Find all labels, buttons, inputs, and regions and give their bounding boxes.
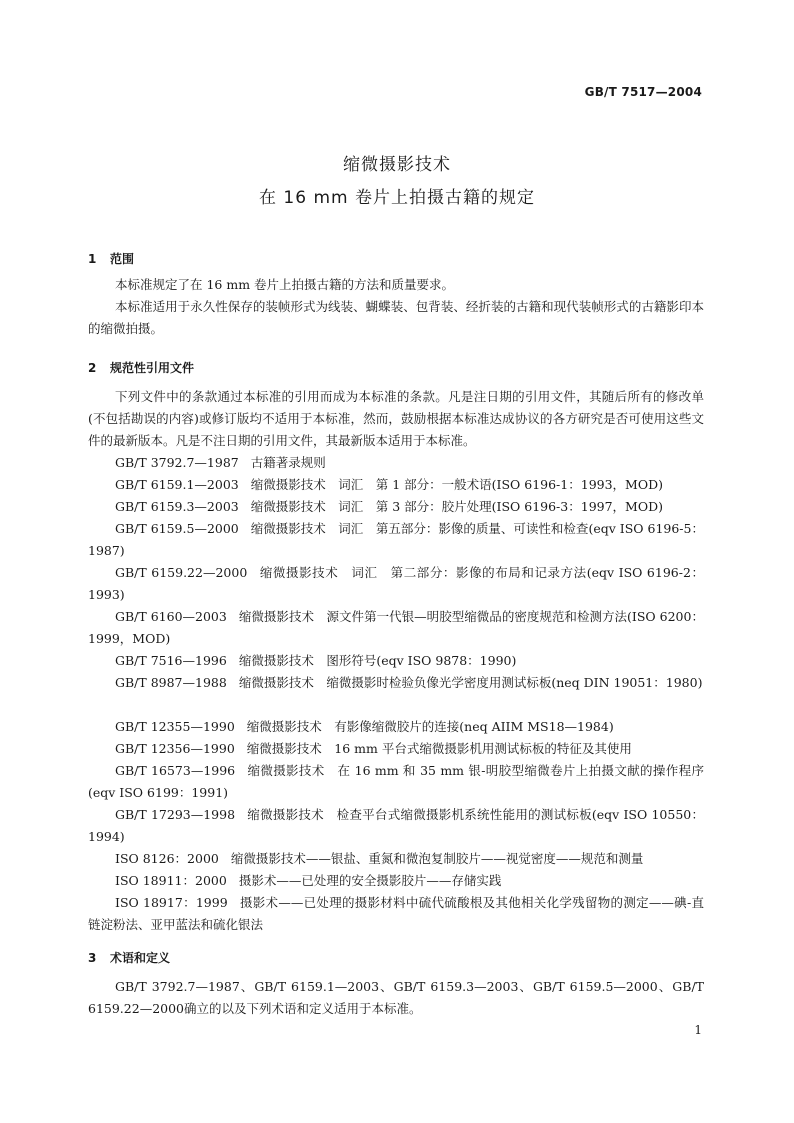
standard-number: GB/T 7517—2004 [584, 85, 702, 99]
paragraph: 本标准适用于永久性保存的装帧形式为线装、蝴蝶装、包背装、经折装的古籍和现代装帧形式的古籍影印本的缩微拍摄。 [88, 299, 704, 336]
reference-title: 缩微摄影技术 词汇 第五部分：影像的质量、可读性和检查(eqv ISO 6196-5：1987) [88, 521, 704, 558]
reference-code: GB/T 16573—1996 [115, 763, 236, 778]
reference-title: 摄影术——已处理的摄影材料中硫代硫酸根及其他相关化学残留物的测定——碘-直链淀粉法、亚甲蓝法和硫化银法 [88, 895, 704, 932]
reference-code: GB/T 6160—2003 [115, 609, 227, 624]
reference-code: GB/T 17293—1998 [115, 807, 236, 822]
reference-code: ISO 8126：2000 [115, 851, 219, 866]
reference-title: 缩微摄影技术——银盐、重氮和微泡复制胶片——视觉密度——规范和测量 [230, 851, 644, 866]
section-heading-scope [88, 250, 134, 267]
paragraph: 下列文件中的条款通过本标准的引用而成为本标准的条款。凡是注日期的引用文件，其随后所有的修改单(不包括勘误的内容)或修订版均不适用于本标准，然而，鼓励根据本标准达成协议的各方研究是否可使用这些文件的最新版本。凡是不注日期的引用文件，其最新版本适用于本标准。 [88, 389, 704, 448]
reference-code: GB/T 6159.3—2003 [115, 499, 239, 514]
document-title-line2: 在 16 mm 卷片上拍摄古籍的规定 [259, 188, 535, 208]
reference-item [88, 452, 704, 474]
reference-item [88, 672, 704, 694]
reference-item [88, 848, 704, 870]
reference-code: GB/T 6159.5—2000 [115, 521, 239, 536]
reference-title: 古籍著录规则 [250, 455, 326, 470]
reference-title: 缩微摄影技术 有影像缩微胶片的连接(neq AIIM MS18—1984) [246, 719, 614, 734]
section-title: 规范性引用文件 [110, 361, 195, 375]
reference-title: 缩微摄影技术 词汇 第 3 部分：胶片处理(ISO 6196-3：1997，MOD) [250, 499, 663, 514]
reference-item [88, 716, 704, 738]
reference-title: 缩微摄影技术 检查平台式缩微摄影机系统性能用的测试标板(eqv ISO 10550：1994) [88, 807, 704, 844]
reference-item [88, 892, 704, 936]
section-heading-terms-definitions [88, 949, 170, 966]
reference-item [88, 496, 704, 518]
reference-title: 缩微摄影技术 在 16 mm 和 35 mm 银-明胶型缩微卷片上拍摄文献的操作程序(eqv ISO 6199：1991) [88, 763, 704, 800]
reference-code: GB/T 6159.1—2003 [115, 477, 239, 492]
reference-item [88, 606, 704, 650]
section-heading-normative-references [88, 359, 194, 376]
reference-code: GB/T 8987—1988 [115, 675, 227, 690]
section-number: 1 [88, 252, 97, 266]
reference-code: GB/T 12356—1990 [115, 741, 235, 756]
reference-title: 缩微摄影技术 图形符号(eqv ISO 9878：1990) [238, 653, 517, 668]
page-number: 1 [694, 1023, 702, 1037]
reference-title: 缩微摄影技术 词汇 第二部分：影像的布局和记录方法(eqv ISO 6196-2：1993) [88, 565, 704, 602]
reference-item [88, 562, 704, 606]
section-title: 术语和定义 [110, 951, 171, 965]
paragraph: 本标准规定了在 16 mm 卷片上拍摄古籍的方法和质量要求。 [115, 277, 455, 292]
reference-code: GB/T 6159.22—2000 [115, 565, 248, 580]
document-title-line1: 缩微摄影技术 [343, 155, 451, 175]
reference-item [88, 738, 704, 760]
paragraph: GB/T 3792.7—1987、GB/T 6159.1—2003、GB/T 6159.3—2003、GB/T 6159.5—2000、GB/T 6159.22—2000确立的以及下列术语和定义适用于本标准。 [88, 979, 704, 1016]
reference-title: 缩微摄影技术 词汇 第 1 部分：一般术语(ISO 6196-1：1993，MOD) [250, 477, 663, 492]
reference-item [88, 804, 704, 848]
section-number: 3 [88, 951, 97, 965]
reference-item [88, 518, 704, 562]
section-title: 范围 [110, 252, 135, 266]
reference-item [88, 474, 704, 496]
reference-item [88, 760, 704, 804]
reference-code: GB/T 7516—1996 [115, 653, 227, 668]
reference-title: 摄影术——已处理的安全摄影胶片——存储实践 [238, 873, 502, 888]
reference-code: ISO 18917：1999 [115, 895, 228, 910]
reference-item [88, 870, 704, 892]
reference-title: 缩微摄影技术 16 mm 平台式缩微摄影机用测试标板的特征及其使用 [246, 741, 632, 756]
reference-title: 缩微摄影技术 源文件第一代银—明胶型缩微品的密度规范和检测方法(ISO 6200：1999，MOD) [88, 609, 704, 646]
reference-code: GB/T 3792.7—1987 [115, 455, 239, 470]
section-number: 2 [88, 361, 97, 375]
reference-item [88, 650, 704, 672]
reference-code: GB/T 12355—1990 [115, 719, 235, 734]
reference-title: 缩微摄影技术 缩微摄影时检验负像光学密度用测试标板(neq DIN 19051：1980) [238, 675, 703, 690]
reference-code: ISO 18911：2000 [115, 873, 227, 888]
